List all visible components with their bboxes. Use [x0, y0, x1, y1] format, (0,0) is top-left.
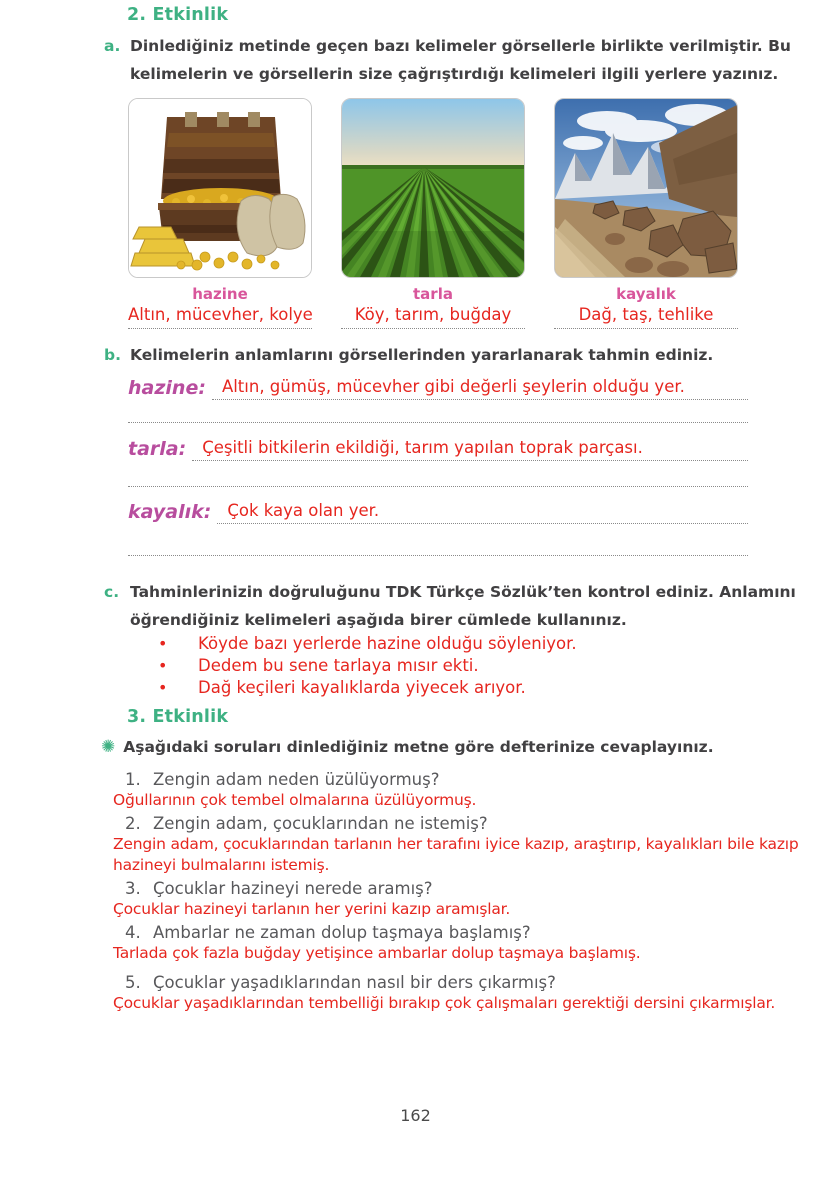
- figure-kayalik: [554, 98, 738, 329]
- treasure-chest-illustration: [129, 99, 311, 277]
- example-sentence: Dedem bu sene tarlaya mısır ekti.: [198, 656, 479, 675]
- answer-2: Zengin adam, çocuklarından tarlanın her tarafını iyice kazıp, araştırıp, kayalıkları bile kazıp hazineyi bulmalarını istemiş.: [113, 835, 799, 874]
- bullet-icon: •: [158, 678, 168, 697]
- question-number: 5.: [125, 973, 141, 992]
- handwritten-definition: Çeşitli bitkilerin ekildiği, tarım yapılan toprak parçası.: [202, 438, 643, 457]
- activity-3-instruction: [101, 736, 817, 759]
- question-number: 4.: [125, 923, 141, 942]
- question-number: 3.: [125, 879, 141, 898]
- figure-caption-tarla: tarla: [413, 285, 453, 303]
- activity-3-title: 3. Etkinlik: [127, 707, 229, 727]
- question-answer-list: [0, 770, 831, 1017]
- empty-dotted-line: [128, 486, 748, 487]
- treasure-chest-photo: [128, 98, 312, 278]
- figure-answer-line-tarla: [341, 304, 525, 329]
- item-c: [104, 578, 818, 634]
- item-b-text: Kelimelerin anlamlarını görsellerinden yararlanarak tahmin ediniz.: [130, 346, 714, 364]
- answer-1: Oğullarının çok tembel olmalarına üzülüyormuş.: [113, 791, 477, 809]
- definition-row-kayalik: [128, 494, 748, 524]
- term-kayalik: kayalık:: [128, 501, 212, 523]
- question-text: Ambarlar ne zaman dolup taşmaya başlamış?: [153, 923, 531, 942]
- bullet-icon: •: [158, 634, 168, 653]
- question-text: Zengin adam, çocuklarından ne istemiş?: [153, 814, 488, 833]
- figure-caption-kayalik: kayalık: [616, 285, 676, 303]
- question-text: Çocuklar hazineyi nerede aramış?: [153, 879, 433, 898]
- list-item: [0, 677, 831, 699]
- term-tarla: tarla:: [128, 438, 187, 460]
- answer-3: Çocuklar hazineyi tarlanın her yerini kazıp aramışlar.: [113, 900, 511, 918]
- figure-caption-hazine: hazine: [192, 285, 248, 303]
- figure-answer-line-kayalik: [554, 304, 738, 329]
- question-text: Zengin adam neden üzülüyormuş?: [153, 770, 440, 789]
- item-a-marker: a.: [104, 37, 121, 55]
- figure-hazine: [128, 98, 312, 329]
- starburst-icon: ✺: [101, 737, 116, 757]
- question-2: [0, 814, 831, 834]
- handwritten-answer: Dağ, taş, tehlike: [578, 305, 714, 324]
- question-number: 2.: [125, 814, 141, 833]
- item-b: [104, 341, 818, 369]
- page-number: 162: [400, 1106, 431, 1125]
- empty-dotted-line: [128, 422, 748, 423]
- farm-field-photo: [341, 98, 525, 278]
- handwritten-definition: Altın, gümüş, mücevher gibi değerli şeylerin olduğu yer.: [221, 377, 685, 396]
- handwritten-answer: Altın, mücevher, kolye: [128, 305, 313, 324]
- answer-5: Çocuklar yaşadıklarından tembelliği bırakıp çok çalışmaları gerektiği dersini çıkarmışlar.: [113, 994, 776, 1012]
- rocky-mountain-illustration: [555, 99, 737, 277]
- example-sentence: Köyde bazı yerlerde hazine olduğu söyleniyor.: [198, 634, 577, 653]
- figure-tarla: [341, 98, 525, 329]
- example-sentence-list: [0, 633, 831, 699]
- word-image-row: [128, 98, 738, 329]
- item-a-text: Dinlediğiniz metinde geçen bazı kelimeler görsellerle birlikte verilmiştir. Bu kelimelerin ve görsellerin size çağrıştırdığı kelimeleri ilgili yerlere yazınız.: [130, 37, 791, 83]
- term-hazine: hazine:: [128, 377, 206, 399]
- definition-row-hazine: [128, 370, 748, 400]
- item-b-marker: b.: [104, 346, 121, 364]
- item-c-marker: c.: [104, 583, 120, 601]
- farm-field-illustration: [342, 99, 524, 277]
- list-item: [0, 655, 831, 677]
- question-1: [0, 770, 831, 790]
- definition-row-tarla: [128, 431, 748, 461]
- question-text: Çocuklar yaşadıklarından nasıl bir ders çıkarmış?: [153, 973, 556, 992]
- item-c-text: Tahminlerinizin doğruluğunu TDK Türkçe Sözlük’ten kontrol ediniz. Anlamını öğrendiğiniz kelimeleri aşağıda birer cümlede kullanınız.: [130, 583, 796, 629]
- list-item: [0, 633, 831, 655]
- empty-dotted-line: [128, 555, 748, 556]
- question-number: 1.: [125, 770, 141, 789]
- question-3: [0, 879, 831, 899]
- question-4: [0, 923, 831, 943]
- question-5: [0, 973, 831, 993]
- bullet-icon: •: [158, 656, 168, 675]
- example-sentence: Dağ keçileri kayalıklarda yiyecek arıyor.: [198, 678, 526, 697]
- definition-answer-line: [217, 501, 748, 524]
- activity-2-title: 2. Etkinlik: [127, 5, 229, 25]
- instruction-text: Aşağıdaki soruları dinlediğiniz metne göre defterinize cevaplayınız.: [123, 738, 714, 756]
- handwritten-answer: Köy, tarım, buğday: [354, 305, 512, 324]
- answer-4: Tarlada çok fazla buğday yetişince ambarlar dolup taşmaya başlamış.: [113, 944, 641, 962]
- rocky-mountain-photo: [554, 98, 738, 278]
- definition-answer-line: [192, 438, 748, 461]
- figure-answer-line-hazine: [128, 304, 312, 329]
- item-a: [104, 32, 818, 88]
- handwritten-definition: Çok kaya olan yer.: [227, 501, 380, 520]
- definition-answer-line: [212, 377, 748, 400]
